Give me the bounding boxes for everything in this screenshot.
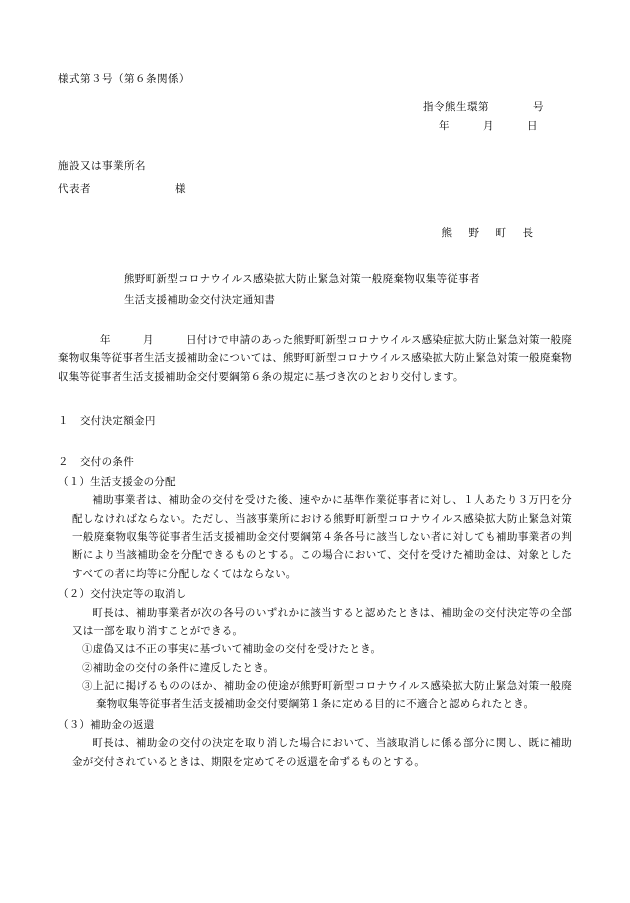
section-1-title: 交付決定額 xyxy=(80,415,134,428)
condition-item-2-text: 町長は、補助事業者が次の各号のいずれかに該当すると認めたときは、補助金の交付決定等の全部又は一部を取り消すことができる。 xyxy=(72,606,572,637)
document-date: 年 月 日 xyxy=(439,119,538,132)
section-2-heading xyxy=(58,453,572,471)
section-1-number: １ xyxy=(58,415,69,428)
document-title-line2: 生活支援補助金交付決定通知書 xyxy=(124,293,276,306)
condition-item-3-body xyxy=(58,734,572,771)
addressee-facility: 施設又は事業所名 xyxy=(58,160,146,173)
condition-item-1-label: （１）生活支援金の分配 xyxy=(58,475,176,488)
opening-paragraph-text: 年 月 日付けで申請のあった熊野町新型コロナウイルス感染症拡大防止緊急対策一般廃棄物収集等従事者生活支援補助金については、熊野町新型コロナウイルス感染拡大防止緊急対策一般廃棄物収集等従事者生活支援補助金交付要綱第６条の規定に基づき次のとおり交付します。 xyxy=(58,334,572,383)
condition-item-1-text: 補助事業者は、補助金の交付を受けた後、速やかに基準作業従事者に対し、１人あたり３万円を分配しなければならない。ただし、当該事業所における熊野町新型コロナウイルス感染拡大防止緊急対策一般廃棄物収集等従事者生活支援補助金交付要綱第４条各号に該当しない者に対しても補助事業者の判断により当該補助金を分配できるものとする。この場合において、交付を受けた補助金は、対象としたすべての者に均等に分配しなくてはならない。 xyxy=(72,494,572,580)
section-2 xyxy=(58,453,572,771)
condition-item-1-body xyxy=(58,491,572,583)
addressee-representative-label: 代表者 xyxy=(58,182,91,195)
document-number: 指令熊生環第 号 xyxy=(423,101,544,114)
condition-item-2-sub-1: ①虚偽又は不正の事実に基づいて補助金の交付を受けたとき。 xyxy=(82,643,382,656)
issuer-name: 熊 野 町 長 xyxy=(441,226,536,239)
condition-item-2-sub-3: ③上記に掲げるもののほか、補助金の使途が熊野町新型コロナウイルス感染拡大防止緊急対策一般廃棄物収集等従事者生活支援補助金交付要綱第１条に定める目的に不適合と認められたとき。 xyxy=(82,680,572,711)
condition-item-2 xyxy=(58,585,572,714)
condition-item-2-label: （２）交付決定等の取消し xyxy=(58,588,187,601)
addressee-block xyxy=(58,157,572,198)
condition-item-3 xyxy=(58,716,572,771)
opening-paragraph xyxy=(58,331,572,386)
section-1-heading xyxy=(58,412,572,430)
condition-item-3-text: 町長は、補助金の交付の決定を取り消した場合において、当該取消しに係る部分に関し、既に補助金が交付されているときは、期限を定めてその返還を命ずるものとする。 xyxy=(72,737,572,768)
condition-item-2-sub-2: ②補助金の交付の条件に違反したとき。 xyxy=(82,661,275,674)
form-number: 様式第３号（第６条関係） xyxy=(58,73,190,85)
condition-item-2-body xyxy=(58,604,572,641)
addressee-representative-line xyxy=(58,180,572,198)
section-1 xyxy=(58,412,572,430)
addressee-honorific: 様 xyxy=(175,182,186,195)
section-2-number: ２ xyxy=(58,455,69,468)
condition-item-3-label: （３）補助金の返還 xyxy=(58,718,155,731)
document-header-right xyxy=(58,98,572,135)
amount-label: 金 xyxy=(134,415,145,428)
condition-item-1 xyxy=(58,473,572,583)
section-2-title: 交付の条件 xyxy=(80,455,134,468)
document-title xyxy=(58,270,572,309)
amount-unit: 円 xyxy=(144,415,156,428)
document-title-line1: 熊野町新型コロナウイルス感染拡大防止緊急対策一般廃棄物収集等従事者 xyxy=(124,273,480,286)
